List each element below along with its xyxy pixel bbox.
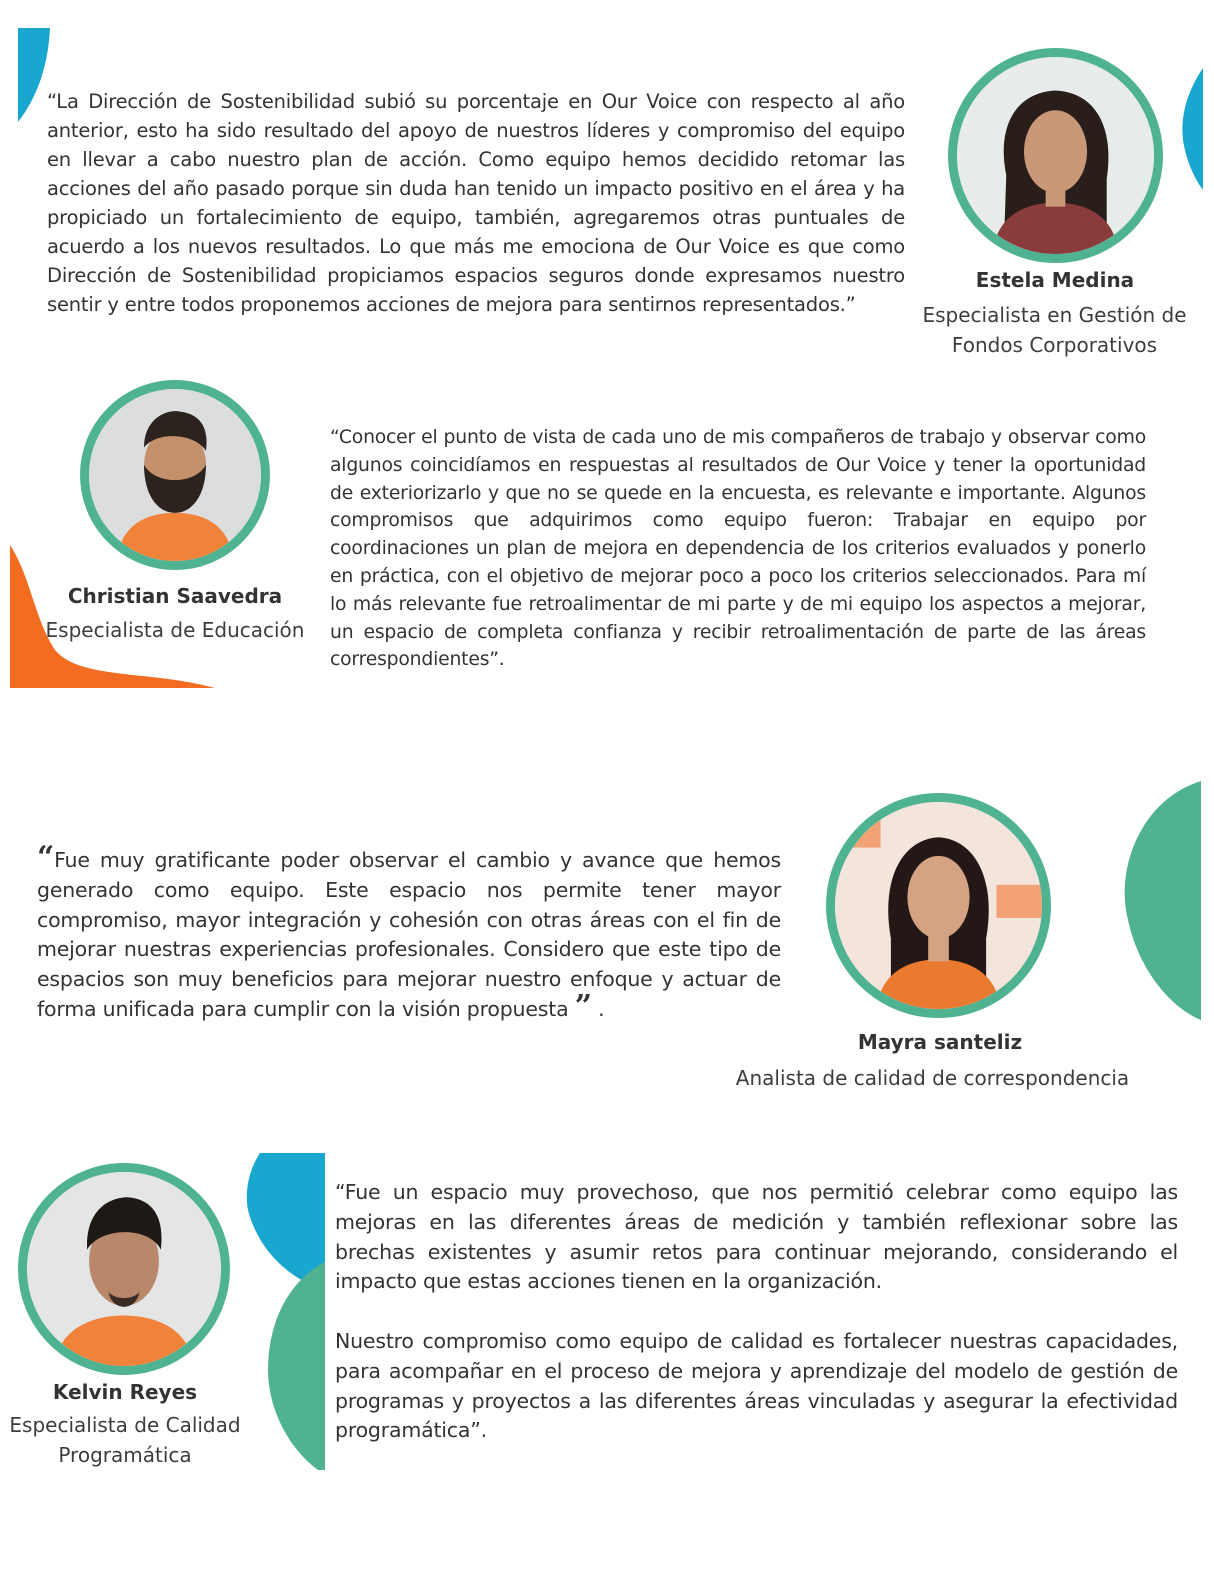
testimonial-quote: “La Dirección de Sostenibilidad subió su porcentaje en Our Voice con respecto al año anterior, esto ha sido resultado del apoyo de nuestros líderes y compromiso del equipo en llevar a cabo nuestro plan de acción. Como equipo hemos decidido retomar las acciones del año pasado porque sin duda han tenido un impacto positivo en el área y ha propiciado un fortalecimiento de equipo, también, agregaremos otras puntuales de acuerdo a los nuevos resultados. Lo que más me emociona de Our Voice es que como Dirección de Sostenibilidad propiciamos espacios seguros donde expresamos nuestro sentir y entre todos proponemos acciones de mejora para sentirnos representados.” xyxy=(47,90,905,316)
testimonial-quote: “Conocer el punto de vista de cada uno de mis compañeros de trabajo y observar como algunos coincidíamos en respuestas al resultados de Our Voice y tener la oportunidad de exteriorizarlo y que no se quede en la encuesta, es relevante e importante. Algunos compromisos que adquirimos como equipo fueron: Trabajar en equipo por coordinaciones un plan de mejora en dependencia de los criterios evaluados y ponerlo en práctica, con el objetivo de mejorar poco a poco los criterios seleccionados. Para mí lo más relevante fue retroalimentar de mi parte y de mi equipo los aspectos a mejorar, un espacio de completa confianza y recibir retroalimentación de parte de las áreas correspondientes”. xyxy=(330,427,1146,671)
close-quote-mark: ” xyxy=(574,988,592,1024)
blue-shape-top-right xyxy=(1182,68,1203,190)
person-name: Estela Medina xyxy=(975,268,1135,292)
quote-tail: . xyxy=(591,996,605,1021)
green-shape-bottom xyxy=(268,1262,325,1470)
christian-photo xyxy=(80,380,270,570)
estela-photo xyxy=(948,48,1163,263)
person-photo-woman-icon xyxy=(957,57,1154,254)
blue-shape-top-left xyxy=(18,28,50,122)
testimonial-quote-continued: Nuestro compromiso como equipo de calidad es fortalecer nuestras capacidades, para acompañar en el proceso de mejora y aprendizaje del modelo de gestión de programas y proyectos a las diferentes áreas vinculadas y asegurar la efectividad programática”. xyxy=(335,1329,1178,1443)
person-role: Especialista de Educación xyxy=(45,618,305,642)
mayra-photo xyxy=(826,793,1051,1018)
person-photo-woman-icon xyxy=(835,802,1042,1009)
testimonial-quote xyxy=(37,840,781,1025)
green-shape-right xyxy=(1125,781,1201,1020)
person-role: Especialista de Calidad Programática xyxy=(9,1413,241,1467)
person-name: Mayra santeliz xyxy=(857,1030,1023,1054)
person-name: Kelvin Reyes xyxy=(52,1380,198,1404)
kelvin-photo xyxy=(18,1163,230,1375)
quote-text: Fue muy gratificante poder observar el cambio y avance que hemos generado como equipo. Este espacio nos permite tener mayor compromiso, mayor integración y cohesión con otras áreas con el fin de mejorar nuestras experiencias profesionales. Considero que este tipo de espacios son muy beneficios para mejorar nuestro enfoque y actuar de forma unificada para cumplir con la visión propuesta xyxy=(37,848,781,1021)
person-role: Especialista en Gestión de Fondos Corporativos xyxy=(922,303,1187,357)
person-photo-man-icon xyxy=(27,1172,221,1366)
open-quote-mark: “ xyxy=(37,840,55,875)
person-role: Analista de calidad de correspondencia xyxy=(735,1066,1130,1090)
testimonial-quote: “Fue un espacio muy provechoso, que nos permitió celebrar como equipo las mejoras en las diferentes áreas de medición y también reflexionar sobre las brechas existentes y asumir retos para continuar mejorando, considerando el impacto que estas acciones tienen en la organización. xyxy=(335,1180,1178,1294)
person-name: Christian Saavedra xyxy=(67,584,283,608)
person-photo-bearded-man-icon xyxy=(89,389,261,561)
